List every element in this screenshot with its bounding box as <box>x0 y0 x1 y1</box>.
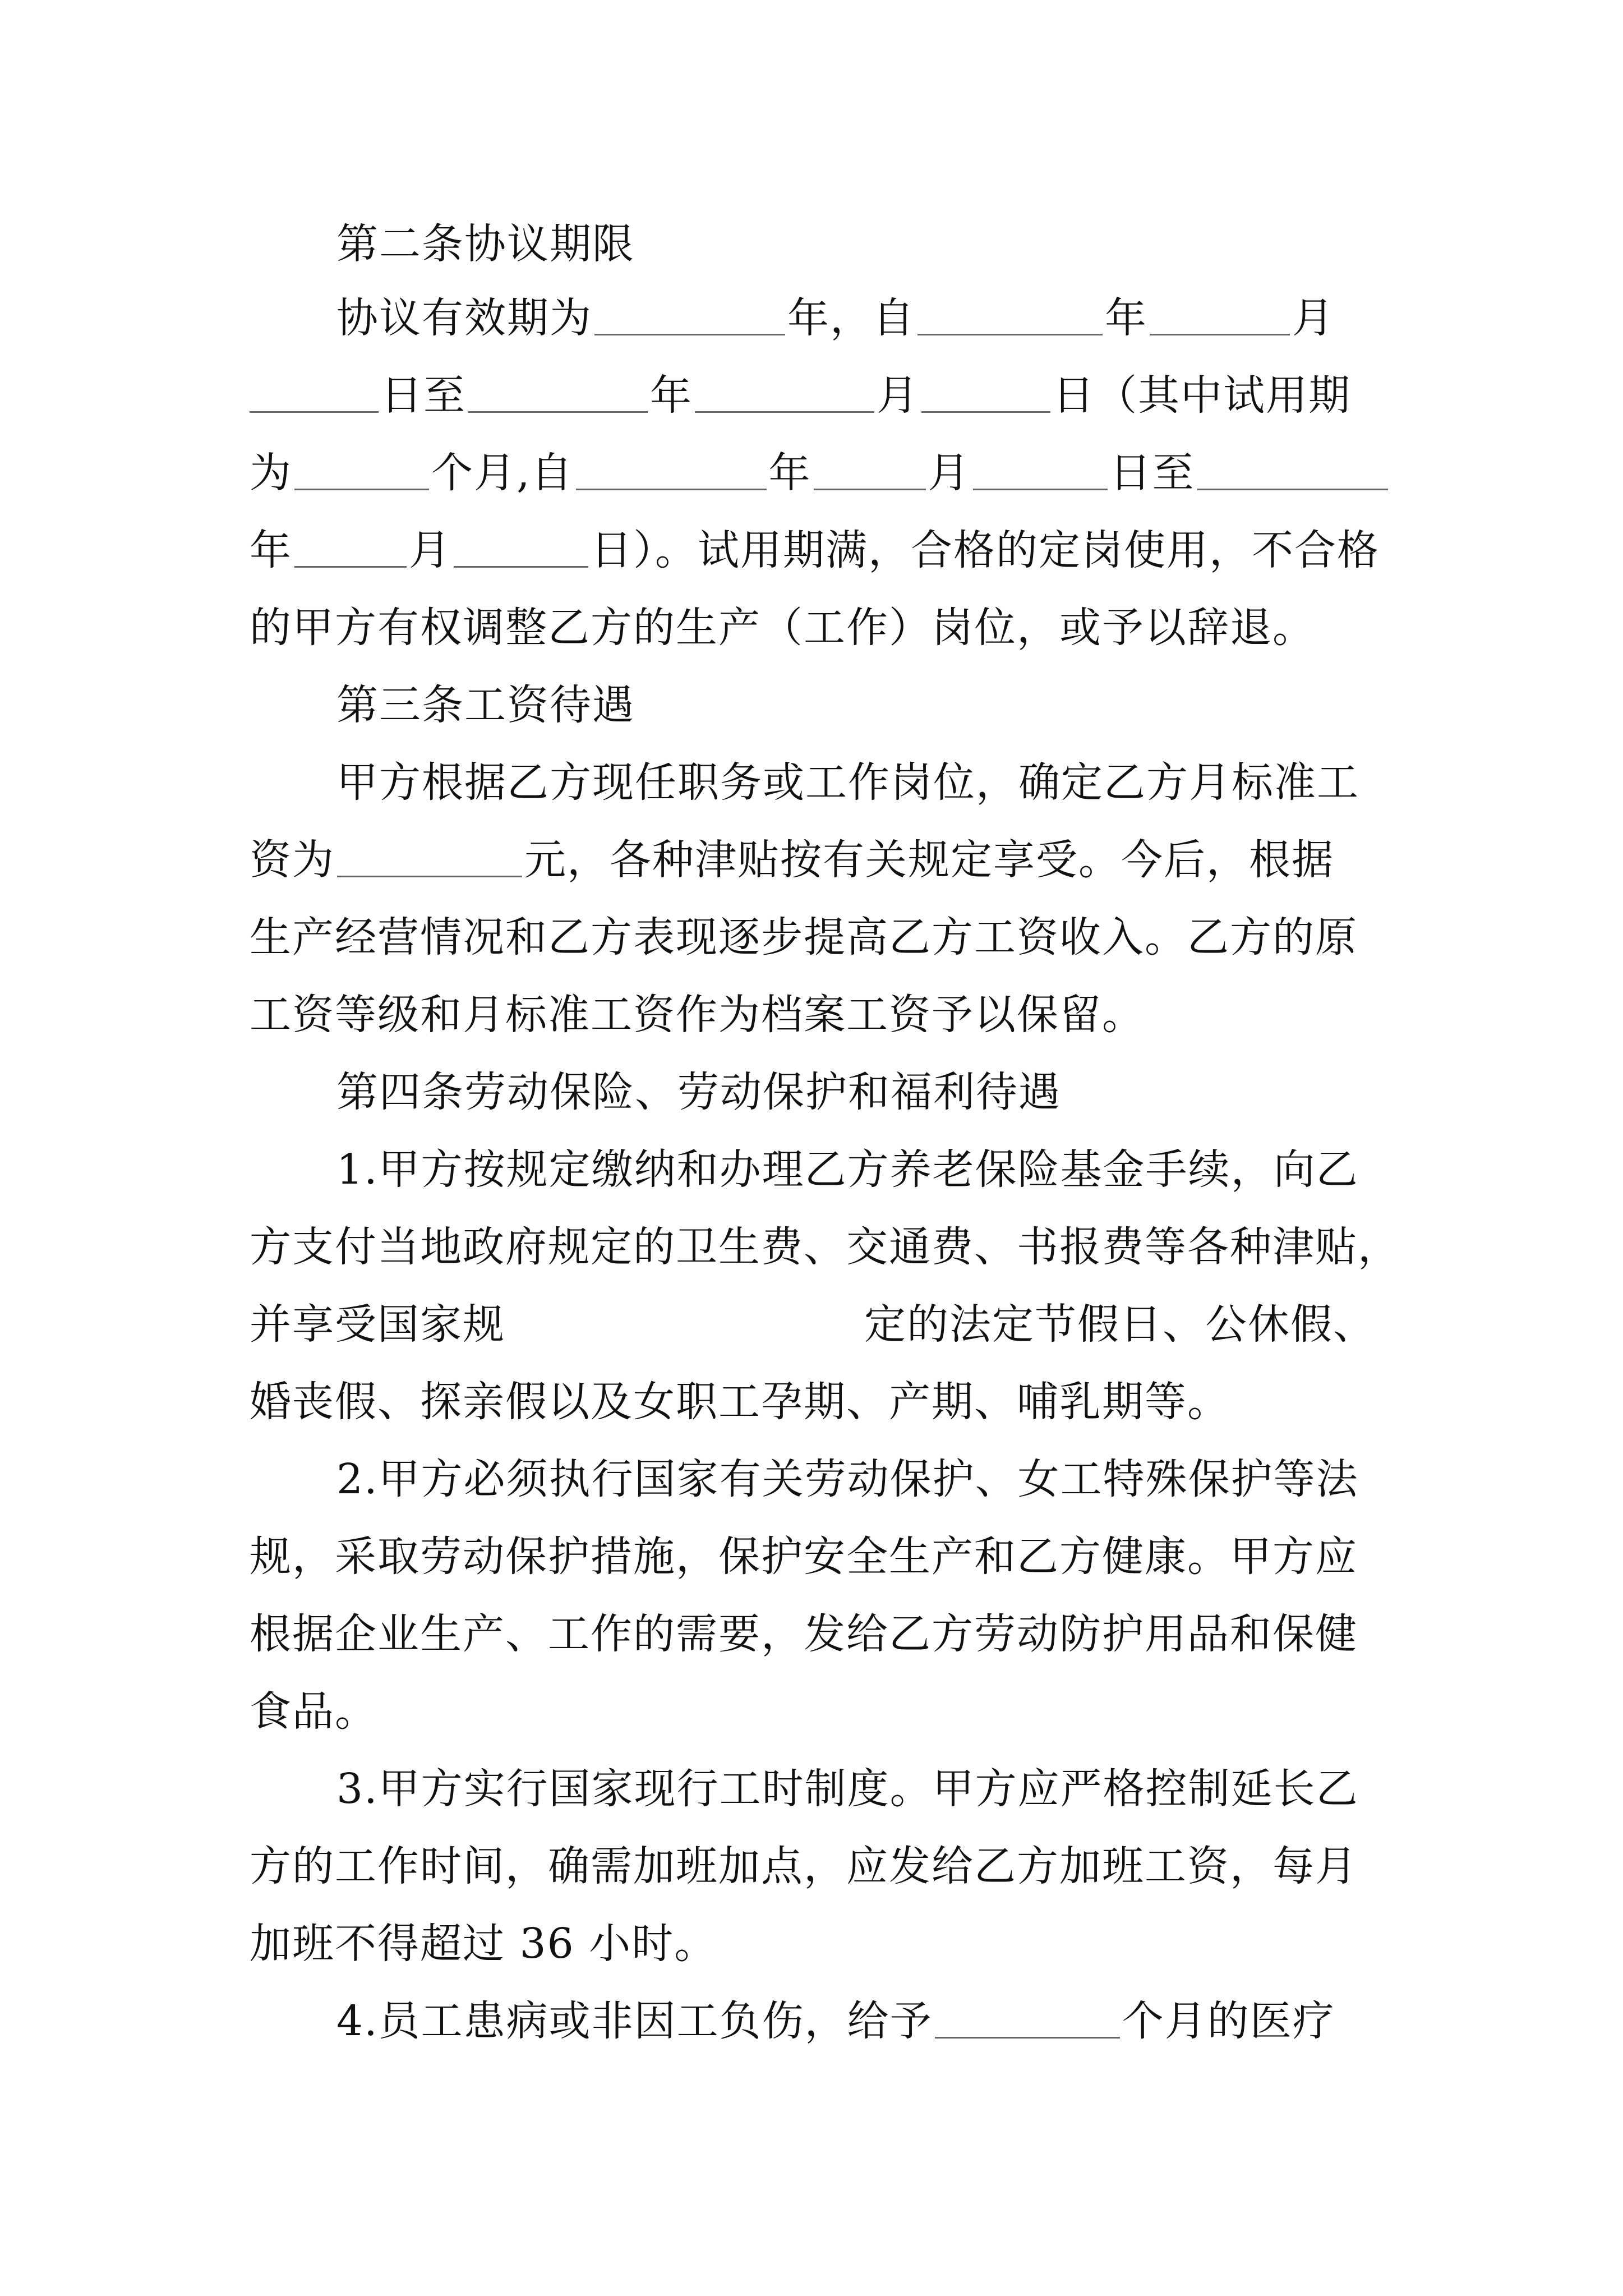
blank-field <box>917 302 1103 335</box>
article-4-item-3-line-2: 方的工作时间，确需加班加点，应发给乙方加班工资，每月 <box>250 1842 1358 1890</box>
article-4-item-2-line-3: 根据企业生产、工作的需要，发给乙方劳动防护用品和保健 <box>250 1610 1358 1658</box>
article-2-line-4: 年 月 日）。试用期满，合格的定岗使用，不合格 <box>250 526 1380 574</box>
article-4-item-3-line-1: 3.甲方实行国家现行工时制度。甲方应严格控制延长乙 <box>336 1765 1359 1813</box>
article-3-line-2: 资为 元，各种津贴按有关规定享受。今后，根据 <box>250 836 1334 884</box>
blank-field <box>695 380 874 413</box>
blank-field <box>294 535 407 568</box>
article-3-heading: 第三条工资待遇 <box>336 681 635 729</box>
article-4-heading: 第四条劳动保险、劳动保护和福利待遇 <box>336 1068 1061 1116</box>
article-2-line-3: 为 个月,自 年 月 日至 <box>250 428 1390 518</box>
article-4-item-1-line-4: 婚丧假、探亲假以及女职工孕期、产期、哺乳期等。 <box>250 1378 1230 1426</box>
blank-field <box>1150 302 1290 335</box>
article-2-heading: 第二条协议期限 <box>336 220 635 268</box>
article-4-item-1-line-3: 并享受国家规 定的法定节假日、公休假、 <box>250 1300 1376 1349</box>
blank-field <box>250 380 379 413</box>
article-4-item-4-line-1: 4.员工患病或非因工负伤，给予 个月的医疗 <box>336 1997 1335 2045</box>
article-4-item-1-line-1: 1.甲方按规定缴纳和办理乙方养老保险基金手续，向乙 <box>336 1145 1359 1194</box>
article-4-item-1-line-2: 方支付当地政府规定的卫生费、交通费、书报费等各种津贴， <box>250 1223 1400 1271</box>
blank-field <box>814 457 926 490</box>
article-4-item-2-line-2: 规，采取劳动保护措施，保护安全生产和乙方健康。甲方应 <box>250 1533 1358 1581</box>
article-3-line-3: 生产经营情况和乙方表现逐步提高乙方工资收入。乙方的原 <box>250 913 1358 961</box>
article-2-line-2: 日至 年 月 日（其中试用期 <box>250 351 1351 440</box>
blank-field <box>594 302 785 335</box>
article-4-item-2-line-1: 2.甲方必须执行国家有关劳动保护、女工特殊保护等法 <box>336 1455 1359 1503</box>
article-2-line-5: 的甲方有权调整乙方的生产（工作）岗位，或予以辞退。 <box>250 604 1315 652</box>
blank-field <box>576 457 767 490</box>
blank-field <box>468 380 648 413</box>
article-4-item-2-line-4: 食品。 <box>250 1687 377 1736</box>
blank-field <box>337 844 522 877</box>
article-3-line-1: 甲方根据乙方现任职务或工作岗位，确定乙方月标准工 <box>336 758 1359 807</box>
blank-field <box>973 457 1108 490</box>
article-2-line-1: 协议有效期为 年，自 年 月 <box>336 294 1335 342</box>
blank-field <box>1197 457 1388 490</box>
article-4-item-3-line-3: 加班不得超过 36 小时。 <box>250 1920 717 1968</box>
blank-field <box>935 2005 1120 2039</box>
article-3-line-4: 工资等级和月标准工资作为档案工资予以保留。 <box>250 991 1145 1039</box>
blank-field <box>921 380 1050 413</box>
blank-field <box>454 535 588 568</box>
blank-field <box>294 457 429 490</box>
